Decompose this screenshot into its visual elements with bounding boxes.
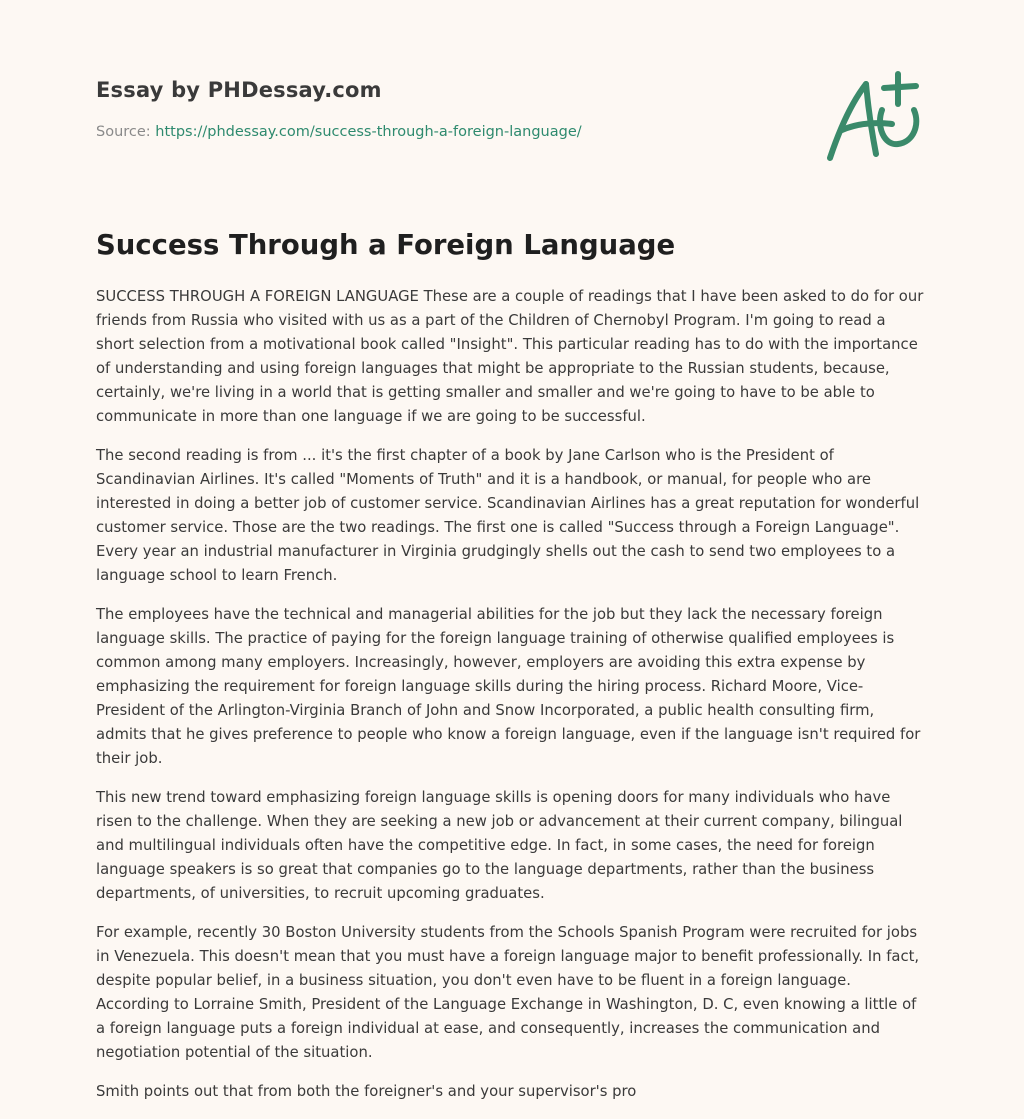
essay-paragraph: The second reading is from ... it's the first chapter of a book by Jane Carlson who is the President of Scandinavian Airlines. It's called "Moments of Truth" and it is a handbook, or manual, for people who are interested in doing a better job of customer service. Scandinavian Airlines has a great reputation for wonderful customer service. Those are the two readings. The first one is called "Success through a Foreign Language". Every year an industrial manufacturer in Virginia grudgingly shells out the cash to send two employees to a language school to learn French. xyxy=(96,447,920,584)
essay-paragraph: For example, recently 30 Boston University students from the Schools Spanish Program were recruited for jobs in Venezuela. This doesn't mean that you must have a foreign language major to benefit professionally. In fact, despite popular belief, in a business situation, you don't even have to be fluent in a foreign language. According to Lorraine Smith, President of the Language Exchange in Washington, D. C, even knowing a little of a foreign language puts a foreign individual at ease, and consequently, increases the communication and negotiation potential of the situation. xyxy=(96,924,920,1061)
essay-body xyxy=(96,285,928,1119)
essay-header xyxy=(96,76,796,140)
source-label: Source: xyxy=(96,124,156,140)
a-plus-grade-icon xyxy=(822,66,932,166)
essay-paragraph: The employees have the technical and managerial abilities for the job but they lack the necessary foreign language skills. The practice of paying for the foreign language training of otherwise qualified employees is common among many employers. Increasingly, however, employers are avoiding this extra expense by emphasizing the requirement for foreign language skills during the hiring process. Richard Moore, Vice-President of the Arlington-Virginia Branch of John and Snow Incorporated, a public health consulting firm, admits that he gives preference to people who know a foreign language, even if the language isn't required for their job. xyxy=(96,606,921,767)
source-line xyxy=(96,124,582,140)
brand-title: Essay by PHDessay.com xyxy=(96,78,382,102)
source-link[interactable]: https://phdessay.com/success-through-a-foreign-language/ xyxy=(155,124,582,140)
essay-paragraph: This new trend toward emphasizing foreign language skills is opening doors for many individuals who have risen to the challenge. When they are seeking a new job or advancement at their current company, bilingual and multilingual individuals often have the competitive edge. In fact, in some cases, the need for foreign language speakers is so great that companies go to the language departments, rather than the business departments, of universities, to recruit upcoming graduates. xyxy=(96,789,903,902)
essay-title: Success Through a Foreign Language xyxy=(96,229,676,261)
essay-paragraph: Smith points out that from both the foreigner's and your supervisor's pro xyxy=(96,1083,637,1100)
essay-paragraph: SUCCESS THROUGH A FOREIGN LANGUAGE These are a couple of readings that I have been asked to do for our friends from Russia who visited with us as a part of the Children of Chernobyl Program. I'm going to read a short selection from a motivational book called "Insight". This particular reading has to do with the importance of understanding and using foreign languages that might be appropriate to the Russian students, because, certainly, we're living in a world that is getting smaller and smaller and we're going to have to be able to communicate in more than one language if we are going to be successful. xyxy=(96,288,924,425)
